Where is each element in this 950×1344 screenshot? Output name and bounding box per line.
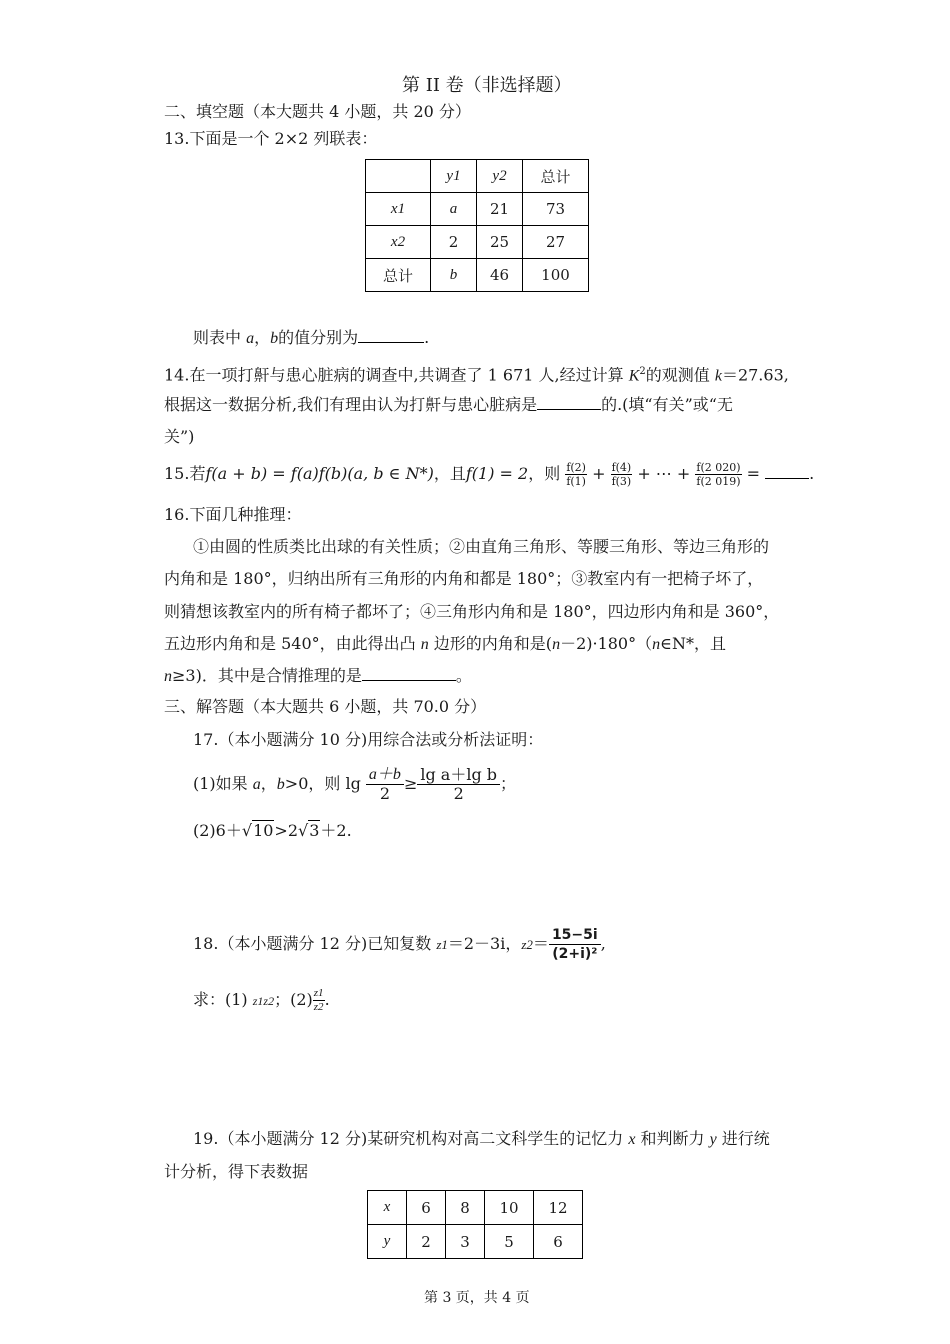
q13-cell: 100 (523, 259, 589, 292)
q13-cell: 27 (523, 226, 589, 259)
q19-cell: 2 (407, 1225, 446, 1259)
q13-question: 则表中 a，b的值分别为 . (193, 328, 430, 347)
q19-cell: 5 (485, 1225, 534, 1259)
section-2-heading: 二、填空题（本大题共 4 小题，共 20 分） (164, 102, 471, 121)
q15-line: 15.若f(a + b) = f(a)f(b)(a, b ∈ N*)，且f(1) = 2，则 $\frac{f(2)}{f(1)}$ + $\frac{f(4)}{f(3)}$ + ⋯ + $\frac{f(2 020)}{f(2 019)}$ = . (164, 461, 815, 488)
fraction: $\frac{f(2)}{f(1)}$ (566, 461, 586, 488)
q13-cell: b (431, 259, 477, 292)
q13-cell: 2 (431, 226, 477, 259)
q13-cell: 21 (477, 193, 523, 226)
q19-line-2: 计分析，得下表数据 (164, 1162, 309, 1181)
q13-cell: x2 (366, 226, 431, 259)
page-footer: 第 3 页，共 4 页 (424, 1290, 530, 1306)
q14-line-2: 根据这一数据分析,我们有理由认为打鼾与患心脏病是 的.(填“有关”或“无 (164, 395, 733, 414)
section-3-heading: 三、解答题（本大题共 6 小题，共 70.0 分） (164, 697, 487, 716)
fraction: $\frac{\text{lg a＋lg b}}{2}$ (417, 766, 500, 803)
q18-ask: 求：(1) z1z2；(2) $\frac{z1}{z2}$ . (193, 987, 330, 1013)
q17-stem: 17.（本小题满分 10 分)用综合法或分析法证明： (193, 730, 544, 749)
answer-blank[interactable] (362, 680, 456, 681)
fraction: $\frac{f(2 020)}{f(2 019)}$ (696, 461, 741, 488)
fraction: $\frac{15-5i}{\text{(2+i)²}}$ (549, 926, 601, 963)
q19-cell: 3 (446, 1225, 485, 1259)
q19-line-1: 19.（本小题满分 12 分)某研究机构对高二文科学生的记忆力 x 和判断力 y 进行统 (193, 1129, 770, 1148)
q13-header-cell: y1 (431, 160, 477, 193)
q13-header-cell (366, 160, 431, 193)
q13-cell: x1 (366, 193, 431, 226)
q19-cell: 6 (534, 1225, 583, 1259)
q14-line-3: 关”) (164, 427, 195, 446)
q16-line-2: 内角和是 180°，归纳出所有三角形的内角和都是 180°；③教室内有一把椅子坏了， (164, 569, 764, 588)
q16-line-1: ①由圆的性质类比出球的有关性质；②由直角三角形、等腰三角形、等边三角形的 (193, 537, 770, 556)
q13-stem: 13.下面是一个 2×2 列联表： (164, 129, 378, 148)
q17-part-1: (1)如果 a，b>0，则 lg $\frac{a+b}{2}$ ≥ $\frac{\text{lg a＋lg b}}{2}$ ； (193, 765, 517, 803)
answer-blank[interactable] (358, 342, 424, 343)
q16-line-5: n≥3)．其中是合情推理的是 。 (164, 666, 472, 685)
q13-cell: 46 (477, 259, 523, 292)
q16-line-4: 五边形内角和是 540°，由此得出凸 n 边形的内角和是(n－2)·180°（n∈N*，且 (164, 634, 726, 653)
fraction: $\frac{a+b}{2}$ (366, 766, 404, 803)
answer-blank[interactable] (765, 478, 809, 479)
q14-line-1: 14.在一项打鼾与患心脏病的调查中,共调查了 1 671 人,经过计算 $K^2$的观测值 k＝27.63, (164, 365, 789, 385)
q16-line-3: 则猜想该教室内的所有椅子都坏了；④三角形内角和是 180°，四边形内角和是 360°， (164, 602, 780, 621)
q19-cell: 10 (485, 1191, 534, 1225)
q13-cell: a (431, 193, 477, 226)
q13-cell: 总计 (366, 259, 431, 292)
q13-cell: 25 (477, 226, 523, 259)
q13-cell: 73 (523, 193, 589, 226)
q13-header-cell: y2 (477, 160, 523, 193)
answer-blank[interactable] (537, 409, 601, 410)
part-title: 第 II 卷（非选择题） (402, 75, 572, 96)
q17-part-2: (2)6＋√10>2√3＋2. (193, 821, 352, 840)
q19-row-label: x (368, 1191, 407, 1225)
fraction: $\frac{f(4)}{f(3)}$ (611, 461, 632, 488)
q19-cell: 6 (407, 1191, 446, 1225)
fraction: $\frac{z1}{z2}$ (313, 987, 324, 1013)
q19-row-label: y (368, 1225, 407, 1259)
q18-stem: 18.（本小题满分 12 分)已知复数 z1＝2－3i，z2＝ $\frac{15-5i}{\text{(2+i)²}}$ , (193, 927, 606, 962)
q16-stem: 16.下面几种推理： (164, 505, 302, 524)
q13-contingency-table (365, 159, 589, 292)
q19-data-table (367, 1190, 583, 1259)
q19-cell: 8 (446, 1191, 485, 1225)
q13-header-cell: 总计 (523, 160, 589, 193)
q19-cell: 12 (534, 1191, 583, 1225)
